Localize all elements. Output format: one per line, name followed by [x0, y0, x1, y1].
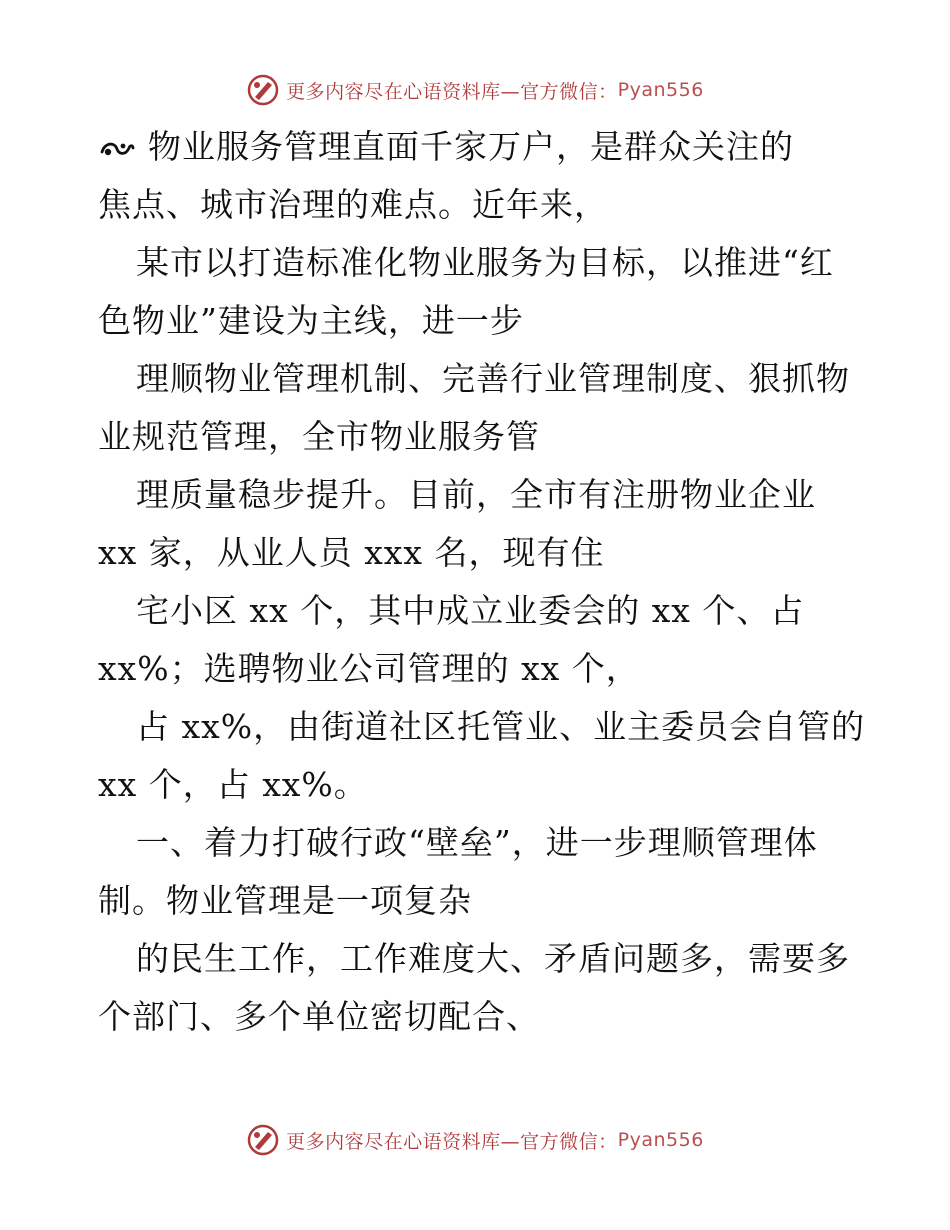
paragraph-line: xx%；选聘物业公司管理的 xx 个，	[98, 649, 640, 688]
paragraph-line: 某市以打造标准化物业服务为目标，以推进“红	[136, 243, 834, 282]
logo-icon	[246, 1123, 280, 1157]
paragraph	[98, 930, 858, 1046]
paragraph	[98, 698, 866, 814]
paragraph-line: 的民生工作，工作难度大、矛盾问题多，需要多	[136, 939, 850, 978]
section-heading-paragraph	[98, 814, 858, 930]
paragraph-line: 理质量稳步提升。目前，全市有注册物业企业	[136, 475, 816, 514]
paragraph	[98, 350, 858, 466]
paragraph-line: xx 家，从业人员 xxx 名，现有住	[98, 533, 605, 572]
paragraph-line: 业规范管理，全市物业服务管	[98, 417, 540, 456]
header-banner	[0, 70, 950, 110]
banner-wechat-id: Pyan556	[617, 1129, 704, 1151]
paragraph-line: 焦点、城市治理的难点。近年来，	[98, 185, 608, 224]
banner-wechat-id: Pyan556	[617, 79, 704, 101]
banner-text: 更多内容尽在心语资料库—官方微信：	[286, 80, 618, 103]
paragraph	[98, 118, 858, 234]
paragraph-line: 色物业”建设为主线，进一步	[98, 301, 524, 340]
paragraph-line: 一、着力打破行政“壁垒”，进一步理顺管理体	[136, 823, 818, 862]
paragraph	[98, 234, 858, 350]
paragraph	[98, 466, 858, 582]
paragraph-line: 宅小区 xx 个，其中成立业委会的 xx 个、占	[136, 591, 805, 630]
logo-icon	[246, 73, 280, 107]
paragraph-line: xx 个，占 xx%。	[98, 765, 368, 804]
footer-banner	[0, 1120, 950, 1160]
paragraph-line: 个部门、多个单位密切配合、	[98, 997, 540, 1036]
paragraph-line: 物业服务管理直面千家万户，是群众关注的	[98, 118, 858, 176]
paragraph-line: 制。物业管理是一项复杂	[98, 881, 472, 920]
banner-text: 更多内容尽在心语资料库—官方微信：	[286, 1130, 618, 1153]
fleuron-icon	[98, 120, 136, 178]
document-body	[98, 118, 866, 1046]
paragraph-line: 理顺物业管理机制、完善行业管理制度、狠抓物	[136, 359, 850, 398]
paragraph	[98, 582, 858, 698]
paragraph-line: 占 xx%，由街道社区托管业、业主委员会自管的	[136, 707, 866, 746]
